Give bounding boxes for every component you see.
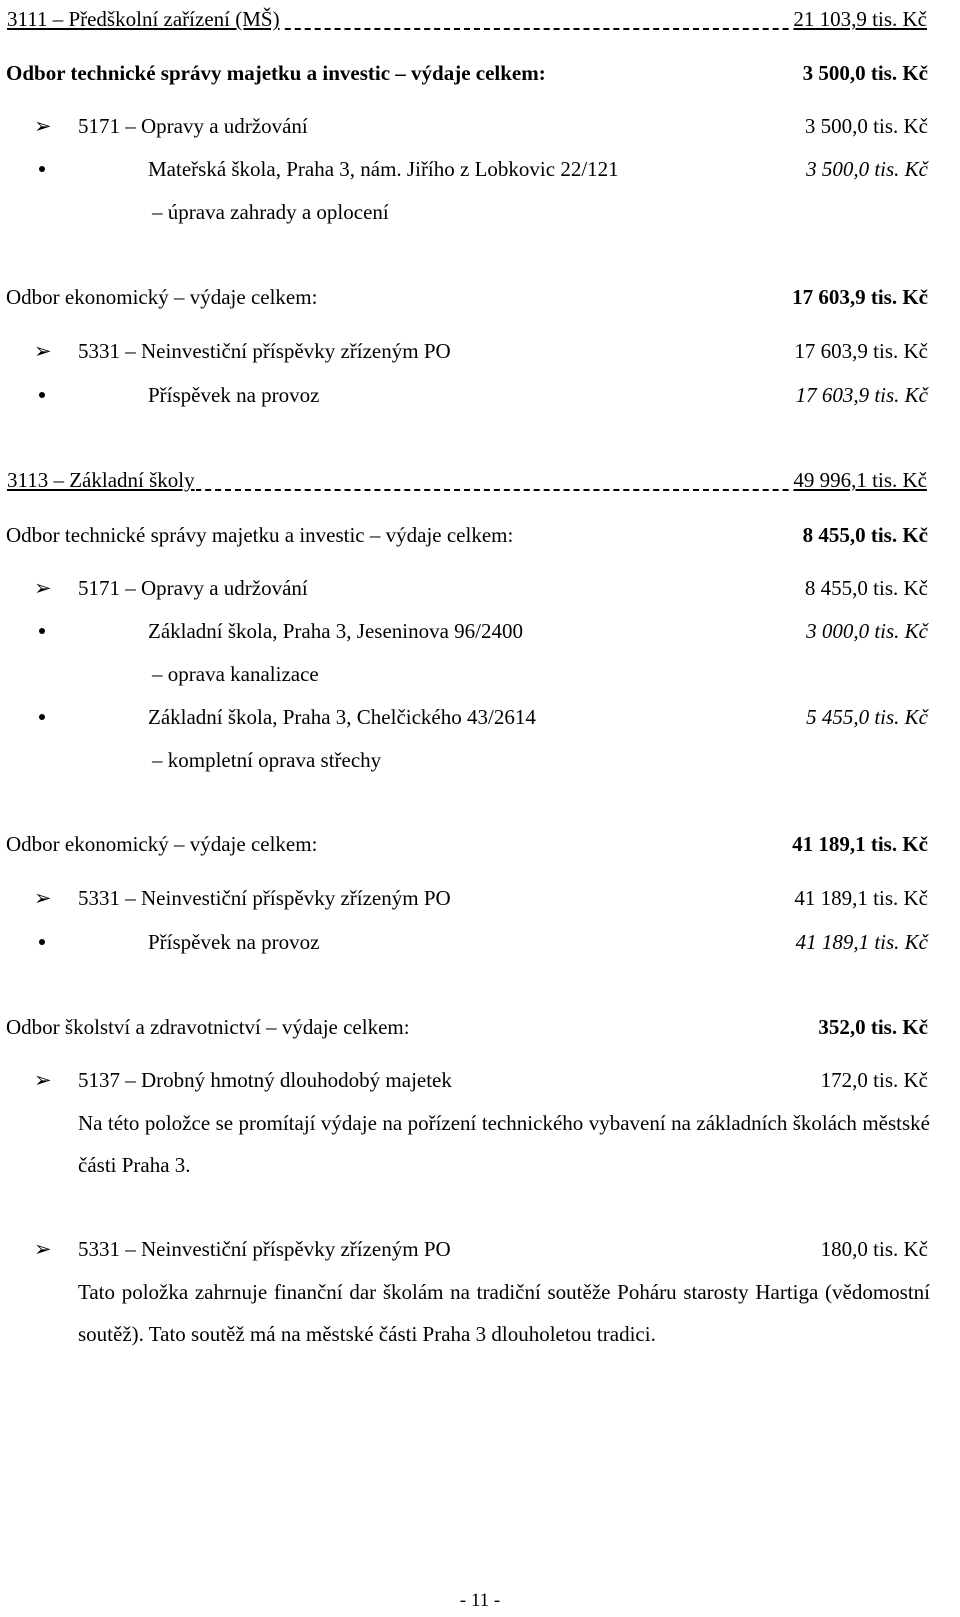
subitem-row	[6, 616, 928, 646]
department-total-row	[6, 58, 928, 88]
subitem-note-row	[6, 659, 928, 689]
subitem-row	[6, 702, 928, 732]
item-amount: 8 455,0 tis. Kč	[804, 576, 928, 600]
item-label: 5137 – Drobný hmotný dlouhodobý majetek	[78, 1068, 452, 1092]
bullet-dot-icon	[39, 628, 45, 634]
subitem-note: – kompletní oprava střechy	[152, 748, 382, 772]
subitem-amount: 3 500,0 tis. Kč	[806, 157, 928, 181]
item-amount: 17 603,9 tis. Kč	[794, 339, 928, 363]
subitem-label: Příspěvek na provoz	[148, 930, 320, 954]
item-label: 5331 – Neinvestiční příspěvky zřízeným PO	[78, 886, 451, 910]
arrow-bullet-icon: ➢	[34, 1068, 52, 1092]
subitem-row	[6, 927, 928, 957]
item-row	[6, 883, 928, 913]
subitem-note: – úprava zahrady a oplocení	[152, 200, 389, 224]
subitem-note-row	[6, 745, 928, 775]
item-label: 5171 – Opravy a udržování	[78, 114, 308, 138]
subitem-note-row	[6, 197, 928, 227]
arrow-bullet-icon: ➢	[34, 114, 52, 138]
subitem-row	[6, 154, 928, 184]
bullet-dot-icon	[39, 392, 45, 398]
page-number: - 11 -	[459, 1590, 501, 1611]
section-title: 3113 – Základní školy	[6, 465, 196, 495]
section-heading-3113	[6, 465, 928, 495]
department-amount: 3 500,0 tis. Kč	[802, 61, 928, 85]
subitem-label: Základní škola, Praha 3, Chelčického 43/2614	[148, 705, 536, 729]
item-amount: 41 189,1 tis. Kč	[794, 886, 928, 910]
bullet-dot-icon	[39, 939, 45, 945]
item-amount: 172,0 tis. Kč	[820, 1068, 928, 1092]
item-row	[6, 1234, 928, 1264]
bullet-dot-icon	[39, 714, 45, 720]
section-title: 3111 – Předškolní zařízení (MŠ)	[6, 4, 281, 34]
department-total-row	[6, 1012, 928, 1042]
subitem-amount: 41 189,1 tis. Kč	[795, 930, 928, 954]
department-total-row	[6, 282, 928, 312]
subitem-amount: 5 455,0 tis. Kč	[806, 705, 928, 729]
department-total-row	[6, 829, 928, 859]
department-label: Odbor technické správy majetku a investic – výdaje celkem:	[6, 523, 514, 547]
department-label: Odbor školství a zdravotnictví – výdaje celkem:	[6, 1015, 410, 1039]
bullet-dot-icon	[39, 166, 45, 172]
subitem-note: – oprava kanalizace	[152, 662, 319, 686]
item-label: 5331 – Neinvestiční příspěvky zřízeným PO	[78, 1237, 451, 1261]
item-row	[6, 573, 928, 603]
item-amount: 180,0 tis. Kč	[820, 1237, 928, 1261]
item-description: Tato položka zahrnuje finanční dar školám na tradiční soutěže Poháru starosty Hartiga (vědomostní soutěž). Tato soutěž má na městské části Praha 3 dlouholetou tradici.	[78, 1280, 930, 1346]
arrow-bullet-icon: ➢	[34, 339, 52, 363]
department-label: Odbor ekonomický – výdaje celkem:	[6, 285, 318, 309]
item-label: 5331 – Neinvestiční příspěvky zřízeným PO	[78, 339, 451, 363]
arrow-bullet-icon: ➢	[34, 886, 52, 910]
item-amount: 3 500,0 tis. Kč	[804, 114, 928, 138]
department-label: Odbor technické správy majetku a investic – výdaje celkem:	[6, 61, 546, 85]
item-label: 5171 – Opravy a udržování	[78, 576, 308, 600]
subitem-row	[6, 380, 928, 410]
item-description: Na této položce se promítají výdaje na pořízení technického vybavení na základních školách městské části Praha 3.	[78, 1111, 930, 1177]
department-amount: 17 603,9 tis. Kč	[792, 285, 928, 309]
department-label: Odbor ekonomický – výdaje celkem:	[6, 832, 318, 856]
arrow-bullet-icon: ➢	[34, 1237, 52, 1261]
department-amount: 352,0 tis. Kč	[818, 1015, 928, 1039]
department-amount: 8 455,0 tis. Kč	[802, 523, 928, 547]
department-total-row	[6, 520, 928, 550]
item-row	[6, 111, 928, 141]
subitem-amount: 17 603,9 tis. Kč	[795, 383, 928, 407]
item-row	[6, 1065, 928, 1095]
subitem-label: Základní škola, Praha 3, Jeseninova 96/2400	[148, 619, 524, 643]
department-amount: 41 189,1 tis. Kč	[792, 832, 928, 856]
subitem-amount: 3 000,0 tis. Kč	[806, 619, 928, 643]
section-total: 49 996,1 tis. Kč	[792, 465, 928, 495]
section-total: 21 103,9 tis. Kč	[792, 4, 928, 34]
subitem-label: Příspěvek na provoz	[148, 383, 320, 407]
subitem-label: Mateřská škola, Praha 3, nám. Jiřího z Lobkovic 22/121	[148, 157, 619, 181]
item-row	[6, 336, 928, 366]
arrow-bullet-icon: ➢	[34, 576, 52, 600]
section-heading-3111	[6, 4, 928, 34]
